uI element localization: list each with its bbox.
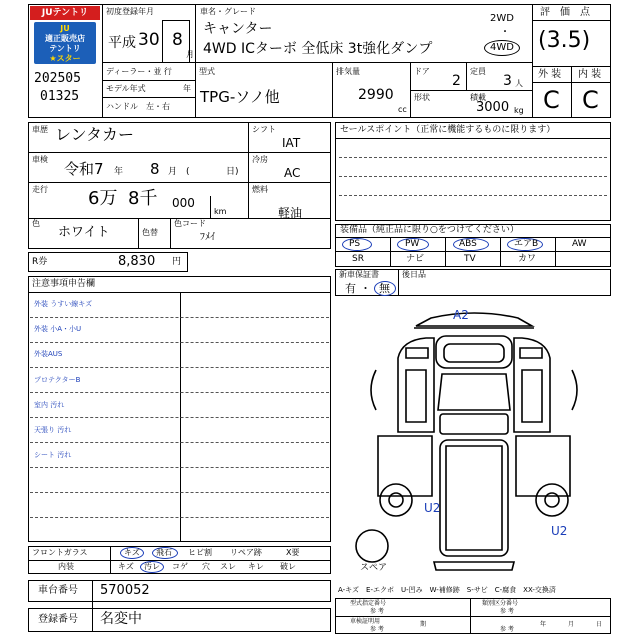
equip-tv: TV: [464, 254, 476, 264]
note-item-3: 外装AUS: [34, 350, 63, 358]
equip-aw: AW: [572, 239, 587, 249]
sales-point-title: セールスポイント（正常に機能するものに限ります）: [340, 125, 556, 135]
first-reg-month-unit: 月: [186, 50, 194, 59]
ac-label: 冷房: [252, 155, 268, 164]
glass-scratch: キズ: [124, 548, 140, 557]
chassis-label: 車台番号: [38, 585, 78, 596]
logo-line2: 適正販売店: [45, 34, 85, 43]
recycle-fee: 8,830: [118, 254, 156, 269]
sales-point-frame: [335, 122, 611, 221]
model-spec-label: 型式指定番号: [350, 600, 387, 607]
logo-badge: [34, 22, 96, 64]
drive-dot: ・: [500, 27, 510, 38]
color-change-label: 色替: [142, 228, 158, 237]
color-code-label: 色コード: [174, 219, 206, 228]
color-code: ﾌﾒｲ: [200, 232, 215, 243]
note-item-1: 外装 うすい線キズ: [34, 300, 93, 308]
rating-score: (3.5): [538, 28, 591, 53]
car-name: キャンター: [203, 21, 273, 37]
warranty-no: 無: [379, 282, 390, 295]
handle-label: ハンドル 左・右: [106, 102, 170, 111]
notes-row-line: [30, 517, 329, 518]
front-glass-label: フロントガラス: [32, 548, 88, 557]
first-reg-era: 平成: [108, 35, 136, 51]
int-grade: C: [582, 86, 599, 114]
equipment-title: 装備品（純正品に限り○をつけてください）: [340, 225, 519, 235]
history-label: 車歴: [32, 125, 48, 134]
equip-sr: SR: [352, 254, 364, 264]
drive-4wd: 4WD: [490, 42, 514, 53]
shaken-label: 車検: [32, 155, 48, 164]
car-name-label: 車名・グレード: [200, 7, 256, 16]
spare-label: スペア: [360, 563, 388, 573]
equip-ps: PS: [349, 239, 361, 249]
note-item-7: シート 汚れ: [34, 451, 72, 459]
recycle-frame: [28, 252, 188, 272]
truck-diagram: [336, 300, 611, 580]
model-year-label: モデル年式: [106, 84, 146, 93]
warranty-yes: 有: [345, 282, 356, 295]
int-dirt: 汚レ: [144, 562, 160, 571]
note-item-5: 室内 汚れ: [34, 401, 65, 409]
equip-airbag: エアB: [514, 239, 539, 249]
recycle-unit: 円: [172, 257, 182, 267]
equip-navi: ナビ: [406, 254, 425, 264]
dealer-label: ディーラー・並 行: [106, 67, 172, 76]
header-frame: [28, 4, 611, 118]
registration-number: 名変中: [100, 611, 142, 627]
mileage-rest: 000: [172, 196, 195, 210]
ac: AC: [284, 166, 301, 180]
lot-number-2: 01325: [40, 89, 80, 104]
ext-grade: C: [543, 86, 560, 114]
first-reg-month: 8: [172, 30, 183, 50]
glass-crack: ヒビ割: [188, 548, 212, 557]
int-scratch: キズ: [118, 562, 134, 571]
glass-replace: X要: [286, 548, 300, 557]
displacement: 2990: [358, 87, 394, 103]
period-year: 年: [540, 621, 547, 628]
shaken-month-unit: 月: [168, 167, 178, 177]
shift: IAT: [282, 136, 301, 150]
logo-brand: JUテントリ: [30, 6, 100, 20]
logo-line4: ★スター: [49, 54, 81, 63]
capacity-label: 定員: [470, 67, 486, 76]
class-ref: 参 考: [500, 608, 514, 615]
ext-label: 外 装: [538, 69, 562, 80]
warranty-dot: ・: [360, 282, 371, 295]
fuel: 軽油: [278, 206, 303, 220]
notes-row-line: [30, 467, 329, 468]
color-label: 色: [32, 219, 40, 228]
damage-legend: A-キズ E-エクボ U-凹み W-補修跡 S-サビ C-腐食 XX-交換済: [338, 586, 556, 594]
logo: [30, 6, 102, 66]
equip-abs: ABS: [459, 239, 477, 249]
notes-row-line: [30, 442, 329, 443]
mileage-sen: 8千: [128, 188, 158, 209]
capacity: 3: [503, 73, 512, 89]
vehicle-history: レンタカー: [55, 125, 134, 144]
period-label: 期: [420, 621, 427, 628]
fuel-label: 燃料: [252, 185, 268, 194]
shape-label: 形状: [414, 93, 430, 102]
notes-row-line: [30, 367, 329, 368]
model-spec-ref: 参 考: [370, 608, 384, 615]
equip-pw: PW: [405, 239, 420, 249]
capacity-unit: 人: [515, 79, 523, 88]
mileage-label: 走行: [32, 185, 48, 194]
shift-label: シフト: [252, 125, 276, 134]
shaken-paren: (: [186, 167, 190, 177]
car-grade: 4WD ICターボ 全低床 3t強化ダンプ: [203, 41, 433, 57]
note-item-6: 天張り 汚れ: [34, 426, 72, 434]
registration-label: 登録番号: [38, 614, 78, 625]
interior-label: 内装: [58, 562, 74, 571]
type-label: 型式: [199, 67, 215, 76]
notes-title: 注意事項申告欄: [32, 279, 96, 289]
class-label: 類別区分番号: [482, 600, 519, 607]
load-unit: kg: [514, 106, 524, 115]
period-day: 日: [596, 621, 603, 628]
damage-a2: A2: [453, 308, 469, 322]
notes-row-line: [30, 392, 329, 393]
logo-line1: JU: [60, 24, 70, 33]
notes-row-line: [30, 317, 329, 318]
next-day-label: 後日品: [402, 270, 426, 279]
glass-chip: 飛石: [156, 548, 172, 557]
shaken-year-unit: 年: [114, 167, 124, 177]
shaken-month: 8: [150, 160, 160, 178]
doors: 2: [452, 73, 461, 89]
logo-line3: テントリ: [49, 44, 81, 53]
mileage-unit: km: [214, 207, 227, 216]
period-ref: 参 考: [500, 626, 514, 633]
drive-2wd: 2WD: [490, 13, 514, 24]
first-reg-year: 30: [138, 30, 160, 50]
note-item-4: プロテクターB: [34, 376, 81, 384]
color: ホワイト: [58, 225, 110, 240]
int-rub: スレ: [220, 562, 236, 571]
shaken-day-unit: 日): [226, 167, 239, 177]
notes-row-line: [30, 417, 329, 418]
chassis-number: 570052: [100, 583, 150, 598]
lot-number-1: 202505: [34, 71, 81, 86]
cert-label: 車検証明用: [350, 618, 381, 625]
doors-label: ドア: [414, 67, 430, 76]
cert-ref: 参 考: [370, 626, 384, 633]
int-cut: キレ: [248, 562, 264, 571]
int-hole: 穴: [202, 562, 210, 571]
recycle-label: R券: [32, 257, 48, 267]
shaken-era: 令和7: [64, 160, 104, 178]
warranty-label: 新車保証書: [339, 270, 379, 279]
equip-leather: カワ: [518, 254, 537, 264]
displacement-label: 排気量: [336, 67, 360, 76]
damage-u2-right: U2: [551, 524, 568, 538]
mileage-man: 6万: [88, 188, 118, 209]
note-item-2: 外装 小A・小U: [34, 325, 82, 333]
model-year-unit: 年: [183, 84, 191, 93]
int-label: 内 装: [578, 69, 602, 80]
load-label: 積載: [470, 93, 486, 102]
damage-u2-left: U2: [424, 501, 441, 515]
int-burn: コゲ: [172, 562, 188, 571]
int-tear: 破レ: [280, 562, 296, 571]
model-type: TPG-ソノ他: [200, 88, 280, 106]
first-reg-label: 初度登録年月: [106, 7, 154, 16]
period-month: 月: [568, 621, 575, 628]
rating-label: 評 価 点: [540, 7, 590, 18]
glass-repair: リペア跡: [230, 548, 262, 557]
notes-row-line: [30, 492, 329, 493]
displacement-unit: cc: [398, 105, 407, 114]
load-capacity: 3000: [476, 100, 510, 115]
notes-row-line: [30, 342, 329, 343]
